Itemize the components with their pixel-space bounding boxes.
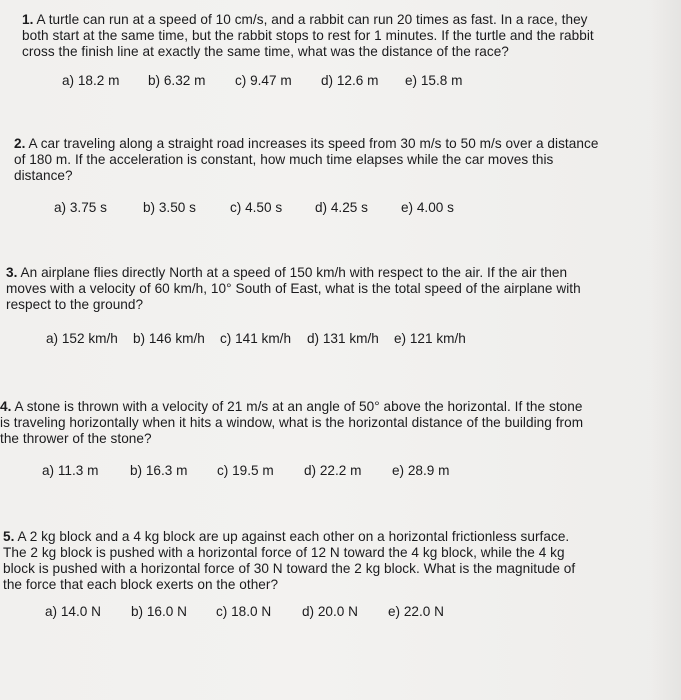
answer-option-c: c) 141 km/h [220, 331, 292, 346]
answer-option-a: a) 14.0 N [45, 604, 101, 619]
answer-option-c: c) 9.47 m [235, 73, 292, 88]
answer-option-a: a) 18.2 m [62, 73, 120, 88]
question-4-line-1: 4. A stone is thrown with a velocity of 21 m/s at an angle of 50° above the horizontal. If the stone [0, 399, 583, 414]
question-5-line-3: block is pushed with a horizontal force of 30 N toward the 2 kg block. What is the magnitude of [3, 561, 576, 576]
answer-option-c: c) 4.50 s [230, 200, 283, 215]
answer-option-d: d) 131 km/h [307, 331, 379, 346]
answer-option-a: a) 152 km/h [46, 331, 118, 346]
question-1-line-3: cross the finish line at exactly the same time, what was the distance of the race? [22, 44, 509, 59]
answer-option-e: e) 4.00 s [401, 200, 454, 215]
answer-option-d: d) 22.2 m [304, 463, 362, 478]
question-4-line-3: the thrower of the stone? [0, 431, 152, 446]
answer-option-b: b) 16.0 N [131, 604, 187, 619]
answer-option-e: e) 28.9 m [392, 463, 450, 478]
answer-option-b: b) 6.32 m [148, 73, 206, 88]
page-edge-shadow [651, 0, 681, 700]
answer-option-e: e) 22.0 N [388, 604, 444, 619]
answer-option-d: d) 12.6 m [321, 73, 379, 88]
question-1 [22, 12, 594, 60]
answer-option-b: b) 3.50 s [143, 200, 196, 215]
answer-option-e: e) 121 km/h [394, 331, 466, 346]
answer-option-a: a) 11.3 m [42, 463, 99, 478]
question-4-line-2: is traveling horizontally when it hits a window, what is the horizontal distance of the building from [0, 415, 584, 430]
question-5-line-4: the force that each block exerts on the other? [3, 577, 279, 592]
question-2-line-3: distance? [14, 168, 73, 183]
question-2-line-2: of 180 m. If the acceleration is constant, how much time elapses while the car moves this [14, 152, 554, 167]
answer-option-c: c) 18.0 N [216, 604, 272, 619]
question-3-line-3: respect to the ground? [6, 297, 144, 312]
answer-option-a: a) 3.75 s [54, 200, 107, 215]
question-2 [14, 136, 598, 184]
question-2-line-1: 2. A car traveling along a straight road increases its speed from 30 m/s to 50 m/s over a distance [14, 136, 599, 151]
question-3-line-1: 3. An airplane flies directly North at a speed of 150 km/h with respect to the air. If the air then [6, 265, 568, 280]
question-number: 1. [22, 12, 34, 27]
answer-option-c: c) 19.5 m [217, 463, 274, 478]
question-5-line-2: The 2 kg block is pushed with a horizontal force of 12 N toward the 4 kg block, while the 4 kg [3, 545, 565, 560]
question-3 [6, 265, 581, 313]
answer-option-d: d) 20.0 N [302, 604, 358, 619]
question-1-line-1: 1. A turtle can run at a speed of 10 cm/s, and a rabbit can run 20 times as fast. In a race, they [22, 12, 588, 27]
answer-option-e: e) 15.8 m [405, 73, 463, 88]
question-5-line-1: 5. A 2 kg block and a 4 kg block are up against each other on a horizontal frictionless surface. [3, 529, 570, 544]
question-number: 4. [0, 399, 12, 414]
answer-option-d: d) 4.25 s [315, 200, 368, 215]
question-number: 2. [14, 136, 26, 151]
answer-option-b: b) 146 km/h [133, 331, 205, 346]
answer-option-b: b) 16.3 m [130, 463, 188, 478]
question-4 [0, 399, 583, 447]
question-number: 3. [6, 265, 18, 280]
question-3-line-2: moves with a velocity of 60 km/h, 10° South of East, what is the total speed of the airplane with [6, 281, 581, 296]
question-1-line-2: both start at the same time, but the rabbit stops to rest for 1 minutes. If the turtle and the rabbit [22, 28, 594, 43]
question-5 [3, 529, 575, 593]
question-number: 5. [3, 529, 15, 544]
